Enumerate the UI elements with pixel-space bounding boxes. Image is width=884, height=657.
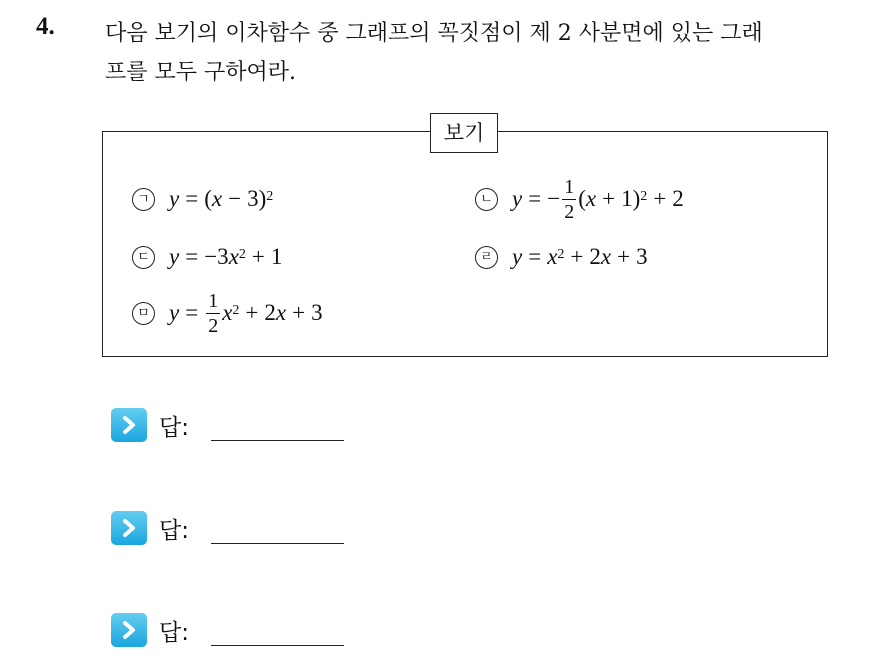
equation-1: y = ( x − 3) $^2$	[169, 186, 274, 211]
chevron-right-icon	[111, 511, 147, 545]
question-number: 4.	[36, 13, 55, 40]
example-item-1	[132, 174, 273, 224]
item-marker: ㅁ	[132, 302, 155, 325]
chevron-right-icon	[111, 408, 147, 442]
example-item-3	[132, 232, 282, 282]
equation-3: y = −3 x $^2$ + 1	[169, 244, 283, 269]
equation-2: y = − $\frac{1}{2}$ ( x + 1) $^2$ + 2	[512, 175, 684, 223]
answer-blank[interactable]	[211, 615, 344, 646]
answer-row	[111, 613, 344, 647]
example-item-5	[132, 288, 323, 338]
answer-label: 답:	[159, 414, 189, 441]
question-text: 다음 보기의 이차함수 중 그래프의 꼭짓점이 제 2 사분면에 있는 그래 프를 모두 구하여라.	[105, 21, 763, 85]
item-marker: ㄴ	[475, 188, 498, 211]
answer-blank[interactable]	[211, 513, 344, 544]
answer-row	[111, 408, 344, 442]
item-marker: ㄱ	[132, 188, 155, 211]
chevron-right-icon	[111, 613, 147, 647]
answer-label: 답:	[159, 517, 189, 544]
example-box-title: 보기	[430, 113, 498, 153]
equation-5: y = $\frac{1}{2}$ x $^2$ + 2 x + 3	[169, 289, 323, 337]
item-marker: ㄹ	[475, 246, 498, 269]
answer-label: 답:	[159, 619, 189, 646]
item-marker: ㄷ	[132, 246, 155, 269]
example-item-4	[475, 232, 648, 282]
answer-row	[111, 511, 344, 545]
equation-4: y = x $^2$ + 2 x + 3	[512, 244, 648, 269]
answer-blank[interactable]	[211, 410, 344, 441]
example-item-2	[475, 174, 684, 224]
